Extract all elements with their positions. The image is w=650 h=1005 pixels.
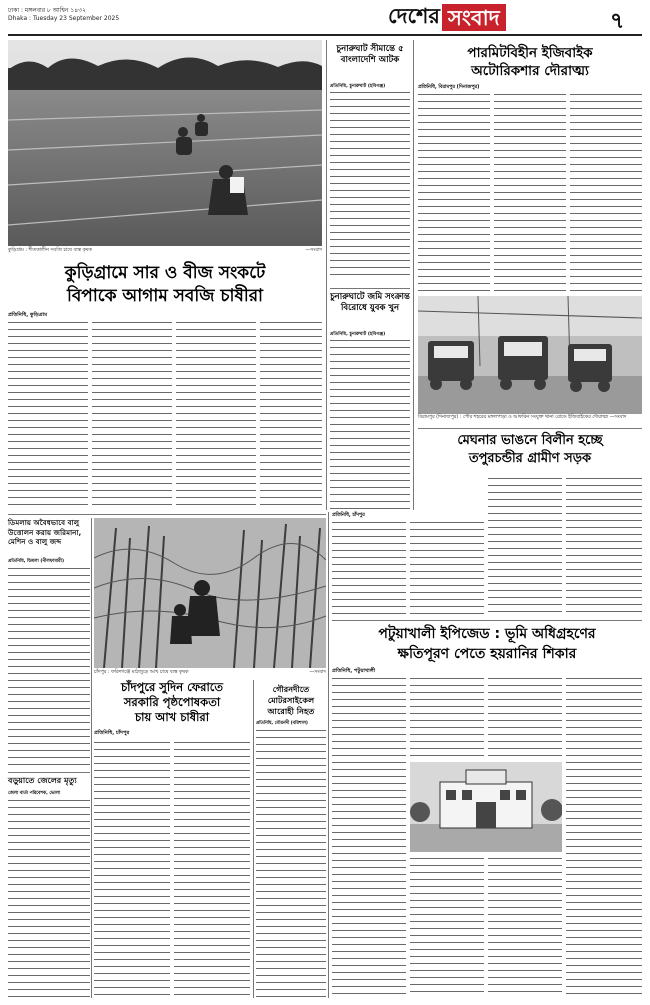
date-line: ঢাকা : মঙ্গলবার ৮ আশ্বিন ১৪৩২ — [8, 7, 86, 14]
patuakhali-body-col-3 — [488, 676, 562, 756]
col-divider-1 — [326, 40, 327, 510]
sand-fine-byline: প্রতিনিধি, ডিমলা (নীলফামারী) — [8, 559, 65, 564]
easybike-photo — [418, 296, 642, 414]
col-divider-2 — [413, 40, 414, 510]
patuakhali-body-col-3b — [488, 856, 562, 998]
chandpur-body-col-1 — [94, 740, 170, 998]
meghna-body-col-3 — [488, 476, 562, 616]
patuakhali-body-col-4 — [566, 676, 642, 998]
col-divider-5 — [328, 512, 329, 998]
brahmanpara-headline: বড়ুয়াতে জেলের মৃত্যু — [8, 776, 77, 785]
page-number: ৭ — [610, 9, 625, 34]
brahmanpara-body — [8, 798, 90, 998]
farm-photo-image — [8, 40, 322, 246]
brahmanpara-byline: জেলা বার্তা পরিবেশক, ভোলা — [8, 791, 61, 796]
land-dispute-headline: চুনারুঘাটে জমি সংক্রান্ত বিরোধে যুবক খুন — [330, 292, 410, 313]
motorcycle-byline: প্রতিনিধি, গৌরনদী (বরিশাল) — [256, 721, 308, 726]
easybike-body-col-1 — [418, 92, 490, 292]
easybike-headline — [418, 44, 642, 80]
easybike-photo-image — [418, 296, 642, 414]
col-divider-3 — [91, 518, 92, 998]
col-divider-4 — [253, 680, 254, 998]
patuakhali-byline: প্রতিনিধি, পটুয়াখালী — [332, 668, 376, 674]
meghna-headline-1: মেঘনার ভাঙনে বিলীন হচ্ছে — [457, 433, 603, 448]
masthead — [388, 2, 598, 32]
farm-photo-credit: —সংবাদ — [305, 248, 322, 253]
chandpur-byline: প্রতিনিধি, চাঁদপুর — [94, 730, 130, 736]
land-dispute-byline: প্রতিনিধি, চুনারুঘাট (হবিগঞ্জ) — [330, 332, 386, 337]
sugarcane-photo-image — [94, 518, 326, 668]
sand-fine-body — [8, 566, 90, 766]
farm-photo — [8, 40, 322, 246]
meghna-byline: প্রতিনিধি, চাঁদপুর — [332, 513, 365, 518]
chandpur-headline-3: চায় আখ চাষীরা — [134, 710, 210, 724]
easybike-headline-1: পারমিটবিহীন ইজিবাইক — [467, 45, 593, 61]
chandpur-headline-1: চাঁদপুরে সুদিন ফেরাতে — [120, 680, 224, 694]
patuakhali-headline-1: পটুয়াখালী ইপিজেড : ভূমি অধিগ্রহণের — [378, 626, 596, 642]
easybike-byline: প্রতিনিধি, বিরামপুর (দিনাজপুর) — [418, 85, 480, 90]
easybike-body-col-3 — [570, 92, 642, 292]
easybike-body-col-2 — [494, 92, 566, 292]
patuakhali-headline — [332, 624, 642, 664]
meghna-body-col-2 — [410, 520, 484, 616]
meghna-headline — [418, 432, 642, 468]
header-rule — [8, 34, 642, 36]
epz-photo-image — [410, 762, 562, 852]
border-arrest-body — [330, 90, 410, 280]
border-arrest-byline: প্রতিনিধি, চুনারুঘাট (হবিগঞ্জ) — [330, 84, 386, 89]
chandpur-headline — [94, 680, 250, 725]
easybike-credit: —সংবাদ — [609, 415, 627, 420]
masthead-right: সংবাদ — [442, 4, 506, 31]
motorcycle-headline: গৌরনদীতে মোটরসাইকেল আরোহী নিহত — [267, 684, 315, 716]
patuakhali-body-col-1 — [332, 676, 406, 998]
masthead-left: দেশের — [388, 2, 440, 28]
epz-photo — [410, 762, 562, 852]
motorcycle-body — [256, 728, 326, 998]
kurigram-body-col-4 — [260, 320, 322, 510]
border-arrest-headline: চুনারুঘাট সীমান্তে ৫ বাংলাদেশি আটক — [336, 44, 404, 65]
kurigram-headline-2: বিপাকে আগাম সবজি চাষীরা — [66, 286, 263, 306]
chandpur-body-col-2 — [174, 740, 250, 998]
patuakhali-top-rule — [332, 620, 642, 621]
meghna-body-col-1 — [332, 520, 406, 616]
easybike-headline-2: অটোরিকশার দৌরাত্ম্য — [471, 63, 589, 79]
middle-rule — [330, 288, 410, 289]
farm-photo-caption-text: কুড়িগ্রাম : শীতকালীন সবজি চাষে ব্যস্ত কৃষক — [8, 248, 92, 253]
farm-photo-caption — [8, 248, 322, 254]
meghna-body-col-4 — [566, 476, 642, 616]
easybike-caption — [418, 415, 642, 421]
kurigram-body-col-1 — [8, 320, 88, 510]
meghna-top-rule — [418, 428, 642, 429]
left-lower-rule — [8, 772, 90, 773]
patuakhali-headline-2: ক্ষতিপূরণ পেতে হয়রানির শিকার — [397, 646, 577, 662]
sand-fine-headline: ডিমলায় অবৈধভাবে বালু উত্তোলন করায় জরিমানা, মেশিন ও বালু জব্দ — [8, 518, 82, 546]
meghna-headline-2: তপুরচন্ডীর গ্রামীণ সড়ক — [468, 451, 592, 466]
patuakhali-body-col-2b — [410, 856, 484, 998]
kurigram-headline — [8, 262, 322, 308]
date-line-en: Dhaka : Tuesday 23 September 2025 — [8, 15, 120, 22]
easybike-caption-text: বিরামপুর (দিনাজপুর) : পৌর শহরের মঙ্গলপাড়া ও আফরিন সংযুক্ত থানা রোডে ইজিবাইকের দৌরাত্ম্য — [418, 415, 609, 420]
sugarcane-photo — [94, 518, 326, 668]
kurigram-headline-1: কুড়িগ্রামে সার ও বীজ সংকটে — [64, 263, 266, 283]
chandpur-headline-2: সরকারি পৃষ্ঠপোষকতা — [123, 695, 221, 709]
left-mid-rule — [8, 514, 326, 515]
patuakhali-body-col-2 — [410, 676, 484, 756]
header-date — [8, 6, 208, 23]
sugarcane-credit: —সংবাদ — [309, 670, 326, 675]
kurigram-body-col-2 — [92, 320, 172, 510]
sugarcane-caption — [94, 670, 326, 676]
kurigram-byline: প্রতিনিধি, কুড়িগ্রাম — [8, 312, 48, 318]
land-dispute-body — [330, 338, 410, 510]
kurigram-body-col-3 — [176, 320, 256, 510]
sugarcane-caption-text: চাঁদপুর : ফরিদগঞ্জে মাঠজুড়ে আখ চাষে ব্যস্ত কৃষক — [94, 670, 189, 675]
